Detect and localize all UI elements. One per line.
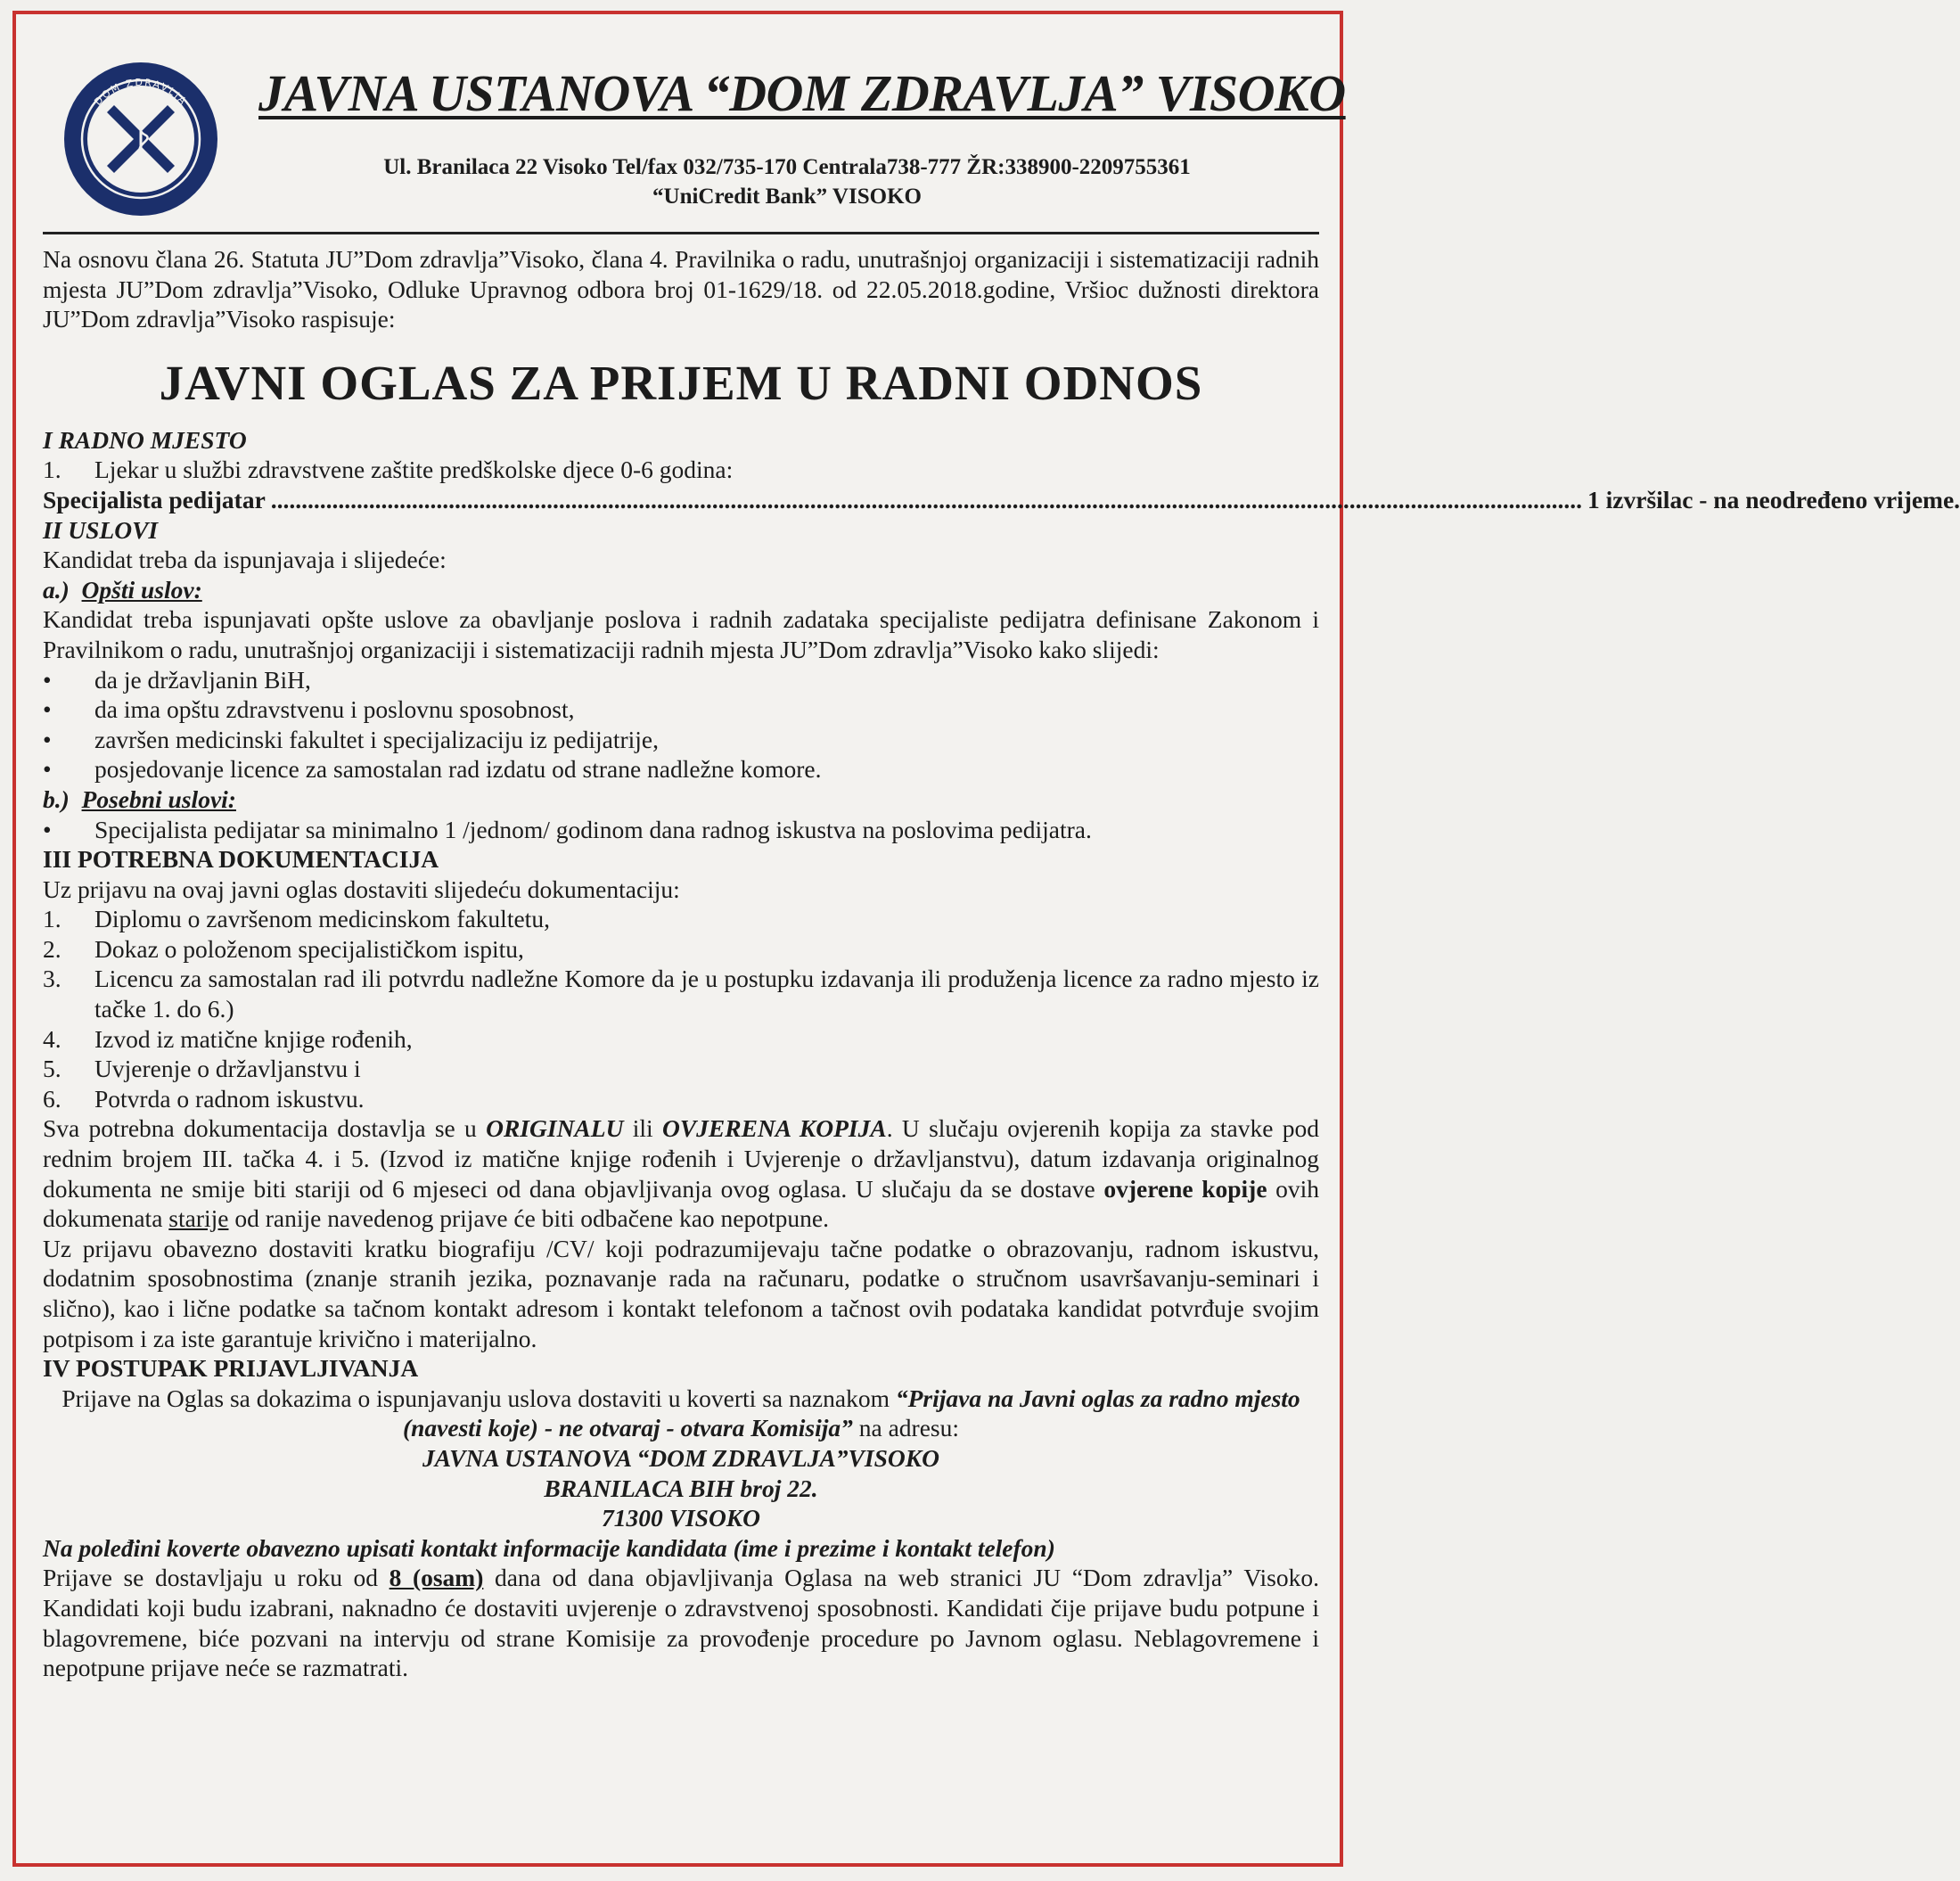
older-underlined: starije [168,1204,229,1233]
notice-page [12,11,1960,1867]
mailing-address-line-2: BRANILACA BIH broj 22. [544,1474,818,1502]
document-item: 3. Licencu za samostalan rad ili potvrdu nadležne Komore da je u postupku izdavanja ili produženja licence za radno mjesto iz tačke 1. do 6.) [43,965,1319,1023]
section-1-item-number: 1. [43,456,62,484]
mailing-address-line-3: 71300 VISOKO [601,1504,761,1532]
general-condition-text: Kandidat treba ispunjavati opšte uslove za obavljanje poslova i radnih zadataka specijaliste pedijatra definisane Zakonom i Pravilnikom o radu, unutrašnjoj organizaciji i sistematizaciji radnih mjesta JU”Dom zdravlja”Visoko kako slijedi: [43,605,1319,663]
document-item: 6. Potvrda o radnom iskustvu. [43,1084,365,1113]
document-item: 1. Diplomu o završenom medicinskom fakultetu, [43,905,550,933]
position-leader-dots: ...................................................................................................................................................................................................................... [270,485,1583,513]
condition-bullet: • da ima opštu zdravstvenu i poslovnu sposobnost, [43,695,575,724]
document-item: 2. Dokaz o položenom specijalističkom ispitu, [43,934,524,963]
address-line-2: “UniCredit Bank” VISOKO [652,185,922,209]
position-title: Specijalista pedijatar [43,485,266,513]
section-1-item-text: Ljekar u službi zdravstvene zaštite predškolske djece 0-6 godina: [94,456,734,484]
institution-title: JAVNA USTANOVA “DOM ZDRAVLJA” VISOKO [258,64,1346,122]
special-condition-heading [43,784,1319,815]
original-emphasis: ORIGINALU [486,1114,624,1143]
bullet-icon: • [43,755,52,784]
deadline-days: 8 (osam) [389,1564,484,1592]
section-3-lead: Uz prijavu na ovaj javni oglas dostaviti slijedeću dokumentaciju: [43,875,680,903]
logo-text-bottom: VISOKO [115,170,167,186]
condition-bullet: • završen medicinski fakultet i specijalizaciju iz pedijatrije, [43,725,660,753]
document-item: 4. Izvod iz matične knjige rođenih, [43,1024,413,1053]
bullet-icon: • [43,665,52,694]
bullet-icon: • [43,815,52,843]
mailing-address-line-1: JAVNA USTANOVA “DOM ZDRAVLJA”VISOKO [422,1443,939,1472]
certified-copies-emphasis: ovjerene kopije [1103,1174,1267,1203]
condition-bullet: • da je državljanin BiH, [43,665,311,694]
address-line-1: Ul. Branilaca 22 Visoko Tel/fax 032/735-170 Centrala738-777 ŽR:338900-2209755361 [383,155,1191,179]
section-2-heading: II USLOVI [43,515,159,544]
special-condition-title: Posebni uslovi: [81,784,236,813]
intro-paragraph: Na osnovu člana 26. Statuta JU”Dom zdravlja”Visoko, člana 4. Pravilnika o radu, unutrašnjoj organizaciji i sistematizaciji radnih mjesta JU”Dom zdravlja”Visoko, Odluke Upravnog odbora broj 01-1629/18. od 22.05.2018.godine, Vršioc dužnosti direktora JU”Dom zdravlja”Visoko raspisuje: [43,245,1319,333]
certified-copy-emphasis: OVJERENA KOPIJA [661,1114,887,1143]
header-divider [43,232,1319,234]
position-row [43,485,1960,515]
envelope-label-emphasis: “Prijava na Javni oglas za radno mjesto (navesti koje) - ne otvaraj - otvara Komisija” [402,1384,1300,1442]
notice-body [43,244,1960,1683]
section-3-heading: III POTREBNA DOKUMENTACIJA [43,845,439,874]
deadline-paragraph: Prijave se dostavljaju u roku od 8 (osam) dana od dana objavljivanja Oglasa na web stranici JU “Dom zdravlja” Visoko. Kandidati koji budu izabrani, naknadno će dostaviti uvjerenje o zdravstvenoj sposobnosti. Kandidati čije prijave budu potpune i blagovremene, biće pozvani na intervju od strane Komisije za provođenje procedure po Javnom oglasu. Neblagovremene i nepotpune prijave neće se razmatrati. [43,1564,1319,1682]
envelope-instructions: Prijave na Oglas sa dokazima o ispunjavanju uslova dostaviti u koverti sa naznakom “Prijava na Javni oglas za radno mjesto (navesti koje) - ne otvaraj - otvara Komisija” na adresu: [62,1384,1300,1442]
section-1-item [43,455,1319,485]
document-item: 5. Uvjerenje o državljanstvu i [43,1055,361,1083]
health-center-logo-icon [61,59,221,219]
document-submission-paragraph: Sva potrebna dokumentacija dostavlja se u ORIGINALU ili OVJERENA KOPIJA. U slučaju ovjerenih kopija za stavke pod rednim brojem III. tačka 4. i 5. (Izvod iz matične knjige rođenih i Uvjerenje o državljanstvu), datum izdavanja originalnog dokumenta ne smije biti stariji od 6 mjeseci od dana objavljivanja ovog oglasa. U slučaju da se dostave ovjerene kopije ovih dokumenata starije od ranije navedenog prijave će biti odbačene kao nepotpune. [43,1114,1320,1233]
bullet-icon: • [43,725,52,753]
general-condition-heading [43,575,1319,605]
logo-text-top: DOM ZDRAVLJA [92,76,190,108]
section-4-heading: IV POSTUPAK PRIJAVLJIVANJA [43,1354,419,1383]
address-block [319,152,1255,211]
section-1-heading: I RADNO MJESTO [43,425,247,454]
special-condition-label: b.) [43,784,70,813]
cv-paragraph: Uz prijavu obavezno dostaviti kratku biografiju /CV/ koji podrazumijevaju tačne podatke o obrazovanju, radnom iskustvu, dodatnim sposobnostima (znanje stranih jezika, poznavanje rada na računaru, podatke o stručnom usavršavanju-seminari i slično), kao i lične podatke sa tačnom kontakt adresom i kontakt telefonom a tačnost ovih podataka kandidat potvrđuje svojim potpisom i za iste garantuje krivično i materijalno. [43,1234,1319,1352]
special-condition-bullet: • Specijalista pedijatar sa minimalno 1 /jednom/ godinom dana radnog iskustva na poslovima pedijatra. [43,815,1092,843]
position-count: 1 izvršilac - na neodređeno vrijeme. [1587,485,1960,513]
section-2-lead: Kandidat treba da ispunjavaja i slijedeće: [43,546,447,574]
bullet-icon: • [43,695,52,724]
condition-bullet: • posjedovanje licence za samostalan rad izdatu od strane nadležne komore. [43,755,822,784]
envelope-back-note: Na poleđini koverte obavezno upisati kontakt informacije kandidata (ime i prezime i kontakt telefon) [43,1533,1055,1562]
general-condition-title: Opšti uslov: [81,575,202,604]
general-condition-label: a.) [43,575,70,604]
notice-headline: JAVNI OGLAS ZA PRIJEM U RADNI ODNOS [159,355,1203,410]
